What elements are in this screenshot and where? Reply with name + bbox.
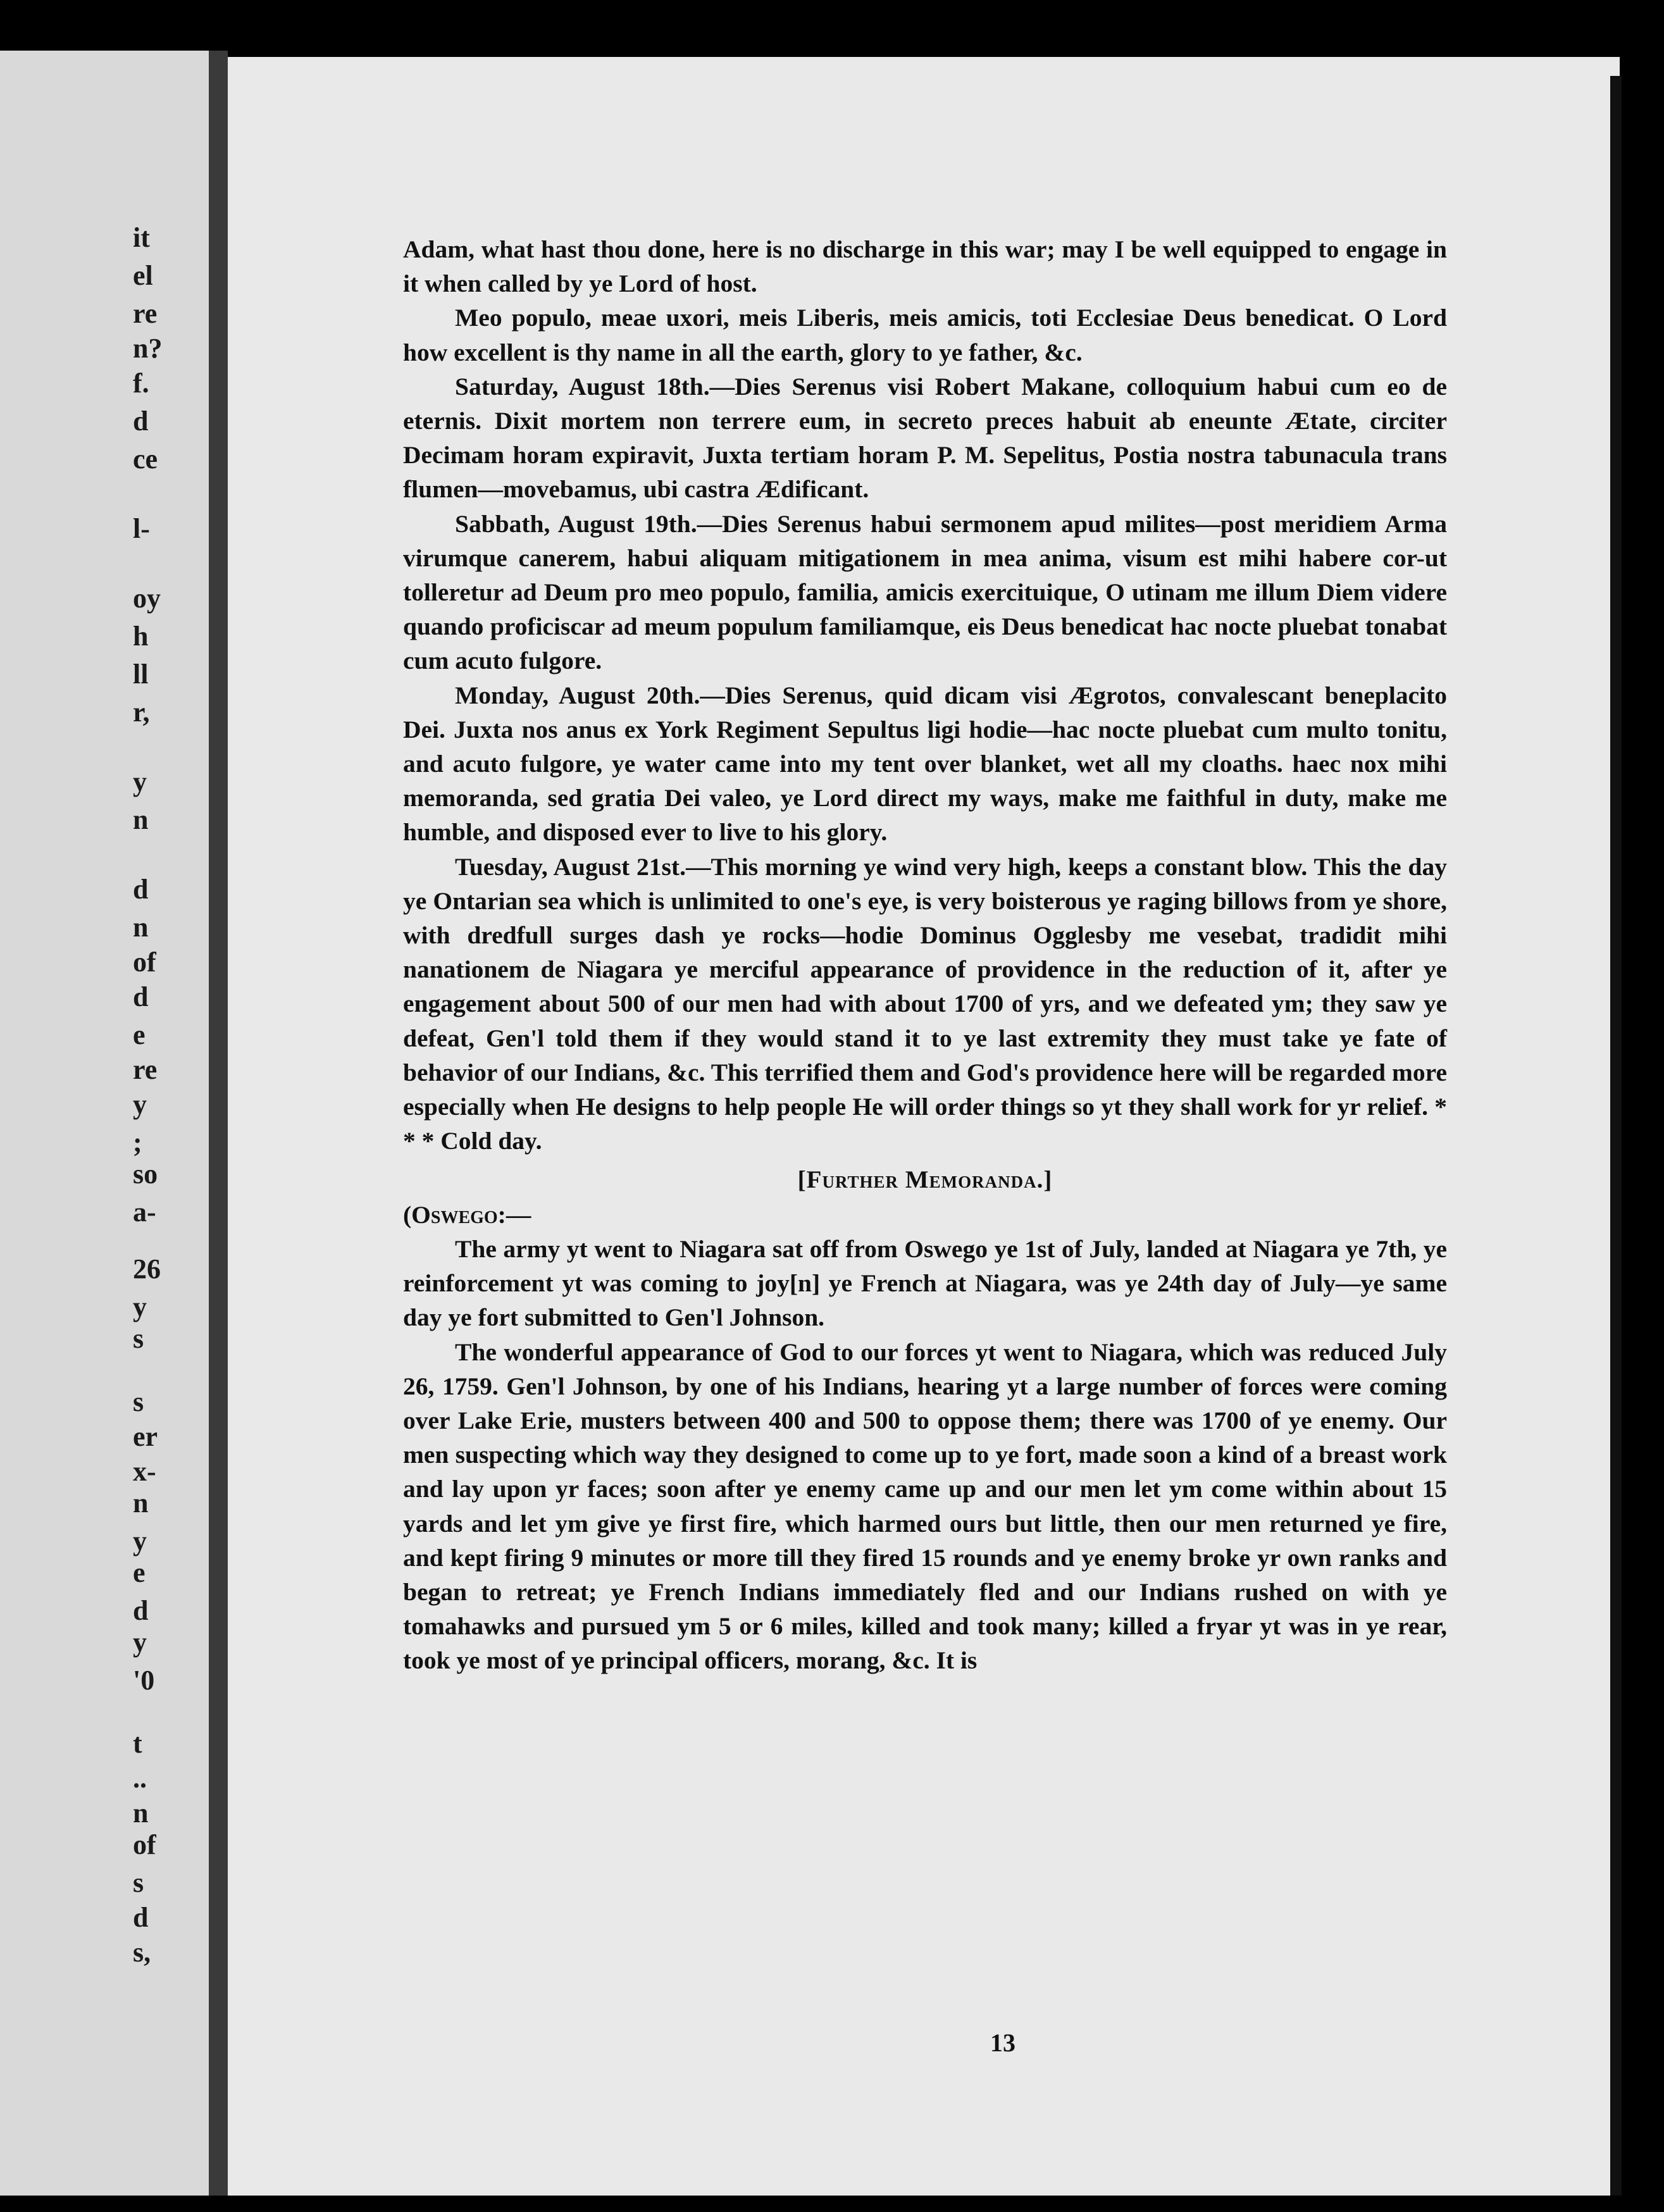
section-heading-text: [Further Memoranda.] (797, 1166, 1053, 1194)
paragraph: The army yt went to Niagara sat off from Oswego ye 1st of July, landed at Niagara ye 7th, ye reinforcement yt was coming to joy[n] ye French at Niagara, was ye 24th day of July—ye same day ye fort submitted to Gen'l Johnson. (403, 1234, 1447, 1332)
facing-page-fragment: so (133, 1159, 158, 1190)
facing-page-fragment: ; (133, 1127, 142, 1158)
paragraph: Saturday, August 18th.—Dies Serenus visi Robert Makane, colloquium habui cum eo de eternis. Dixit mortem non terrere eum, in secreto preces habuit ab eneunte Ætate, circiter Decimam horam expiravit, Juxta tertiam horam P. M. Sepelitus, Postia nostra tabunacula trans flumen—movebamus, ubi castra Ædificant. (403, 372, 1447, 504)
facing-page-fragment: d (133, 1595, 149, 1626)
facing-page-fragment: it (133, 222, 150, 253)
book-gutter (209, 51, 228, 2196)
facing-page-fragment: t (133, 1728, 142, 1759)
facing-page-fragment: s (133, 1386, 144, 1417)
facing-page-fragment: x- (133, 1456, 156, 1487)
page-number: 13 (990, 2029, 1015, 2057)
facing-page-fragment: ce (133, 444, 158, 475)
section-heading (403, 1163, 1447, 1197)
facing-page-fragment: s (133, 1867, 144, 1898)
facing-page-fragment: e (133, 1557, 146, 1588)
facing-page-fragment: y (133, 1089, 147, 1120)
facing-page-fragment: of (133, 1829, 156, 1860)
page-edge (1610, 76, 1622, 2196)
facing-page-fragment: e (133, 1019, 146, 1050)
facing-page-fragment: d (133, 1902, 149, 1933)
facing-page-fragment: d (133, 981, 149, 1012)
facing-page-fragment: n? (133, 333, 163, 364)
facing-page-fragment: 26 (133, 1253, 161, 1284)
facing-page-fragment: n (133, 804, 149, 835)
paragraph: Meo populo, meae uxori, meis Liberis, meis amicis, toti Ecclesiae Deus benedicat. O Lord how excellent is thy name in all the earth, glory to ye father, &c. (403, 304, 1447, 366)
paragraph: Adam, what hast thou done, here is no discharge in this war; may I be well equipped to engage in it when called by ye Lord of host. (403, 235, 1447, 298)
paragraph: Monday, August 20th.—Dies Serenus, quid dicam visi Ægrotos, convalescant beneplacito Dei. Juxta nos anus ex York Regiment Sepultus ligi hodie—hac nocte pluebat cum multo tonitu, and acuto fulgore, ye water came into my tent over blanket, wet all my cloaths. haec nox mihi memoranda, sed gratia Dei valeo, ye Lord direct my ways, make me faithful in duty, make me humble, and disposed ever to live to his glory. (403, 681, 1447, 847)
paragraph: The wonderful appearance of God to our forces yt went to Niagara, which was reduced July 26, 1759. Gen'l Johnson, by one of his Indians, hearing yt a large number of forces were coming over Lake Erie, musters between 400 and 500 to oppose them; there was 1700 of ye enemy. Our men suspecting which way they designed to come up to ye fort, made soon a kind of a breast work and lay upon yr faces; soon after ye enemy came up and our men let ym come within about 15 yards and let ym give ye first fire, which harmed ours but little, then our men returned ye fire, and kept firing 9 minutes or more till they fired 15 rounds and ye enemy broke yr own ranks and began to retreat; ye French Indians immediately fled and our Indians rushed on with ye tomahawks and pursued ym 5 or 6 miles, killed and took many; killed a fryar yt was in ye rear, took ye most of ye principal officers, morang, &c. It is (403, 1338, 1447, 1675)
facing-page-fragment: h (133, 621, 149, 652)
facing-page-fragment: of (133, 947, 156, 978)
facing-page-fragment: y (133, 1525, 147, 1556)
facing-page-fragment: er (133, 1421, 158, 1452)
facing-page-fragment: s (133, 1323, 144, 1354)
paragraph: Sabbath, August 19th.—Dies Serenus habui sermonem apud milites—post meridiem Arma virumque canerem, habui aliquam mitigationem in mea anima, visum est mihi habere cor-ut tolleretur ad Deum pro meo populo, familia, amicis exercituique, O utinam me illum Diem videre quando proficiscar ad meum populum familiamque, eis Deus benedicat hac nocte pluebat tonabat cum acuto fulgore. (403, 509, 1447, 675)
facing-page-fragment: d (133, 406, 149, 437)
facing-page-fragment: oy (133, 583, 161, 614)
facing-page-fragment: s, (133, 1937, 151, 1968)
facing-page-fragment: n (133, 912, 149, 943)
facing-page-fragment: re (133, 298, 158, 329)
page-body (403, 232, 1447, 1678)
facing-page-fragment: a- (133, 1196, 156, 1227)
facing-page-fragment: n (133, 1798, 149, 1829)
facing-page-fragment: y (133, 1291, 147, 1322)
facing-page-fragment: el (133, 260, 153, 291)
page (228, 57, 1620, 2196)
facing-page-fragment: l- (133, 513, 150, 544)
facing-page-fragment: .. (133, 1763, 147, 1794)
facing-page (0, 51, 209, 2196)
facing-page-fragment: y (133, 1627, 147, 1658)
paragraph: Tuesday, August 21st.—This morning ye wind very high, keeps a constant blow. This the day ye Ontarian sea which is unlimited to one's eye, is very boisterous ye raging billows from ye shore, with dredfull surges dash ye rocks—hodie Dominus Ogglesby me vesebat, tradidit mihi nanationem de Niagara ye merciful appearance of providence in the reduction of it, after ye engagement about 500 of our men had with about 1700 of yrs, and we defeated ym; they saw ye defeat, Gen'l told them if they would stand it to ye last extremity they must take ye fate of behavior of our Indians, &c. This terrified them and God's providence here will be regarded more especially when He designs to help people He will order things so yt they shall work for yr relief. * * * Cold day. (403, 852, 1447, 1155)
facing-page-fragment: re (133, 1054, 158, 1085)
facing-page-fragment: r, (133, 697, 150, 728)
facing-page-fragment: ll (133, 659, 149, 690)
facing-page-fragment: f. (133, 368, 149, 399)
facing-page-fragment: y (133, 766, 147, 797)
facing-page-fragment: d (133, 874, 149, 905)
facing-page-fragment: '0 (133, 1665, 155, 1696)
facing-page-fragment: n (133, 1488, 149, 1519)
section-subheading: (Oswego:— (403, 1200, 531, 1229)
